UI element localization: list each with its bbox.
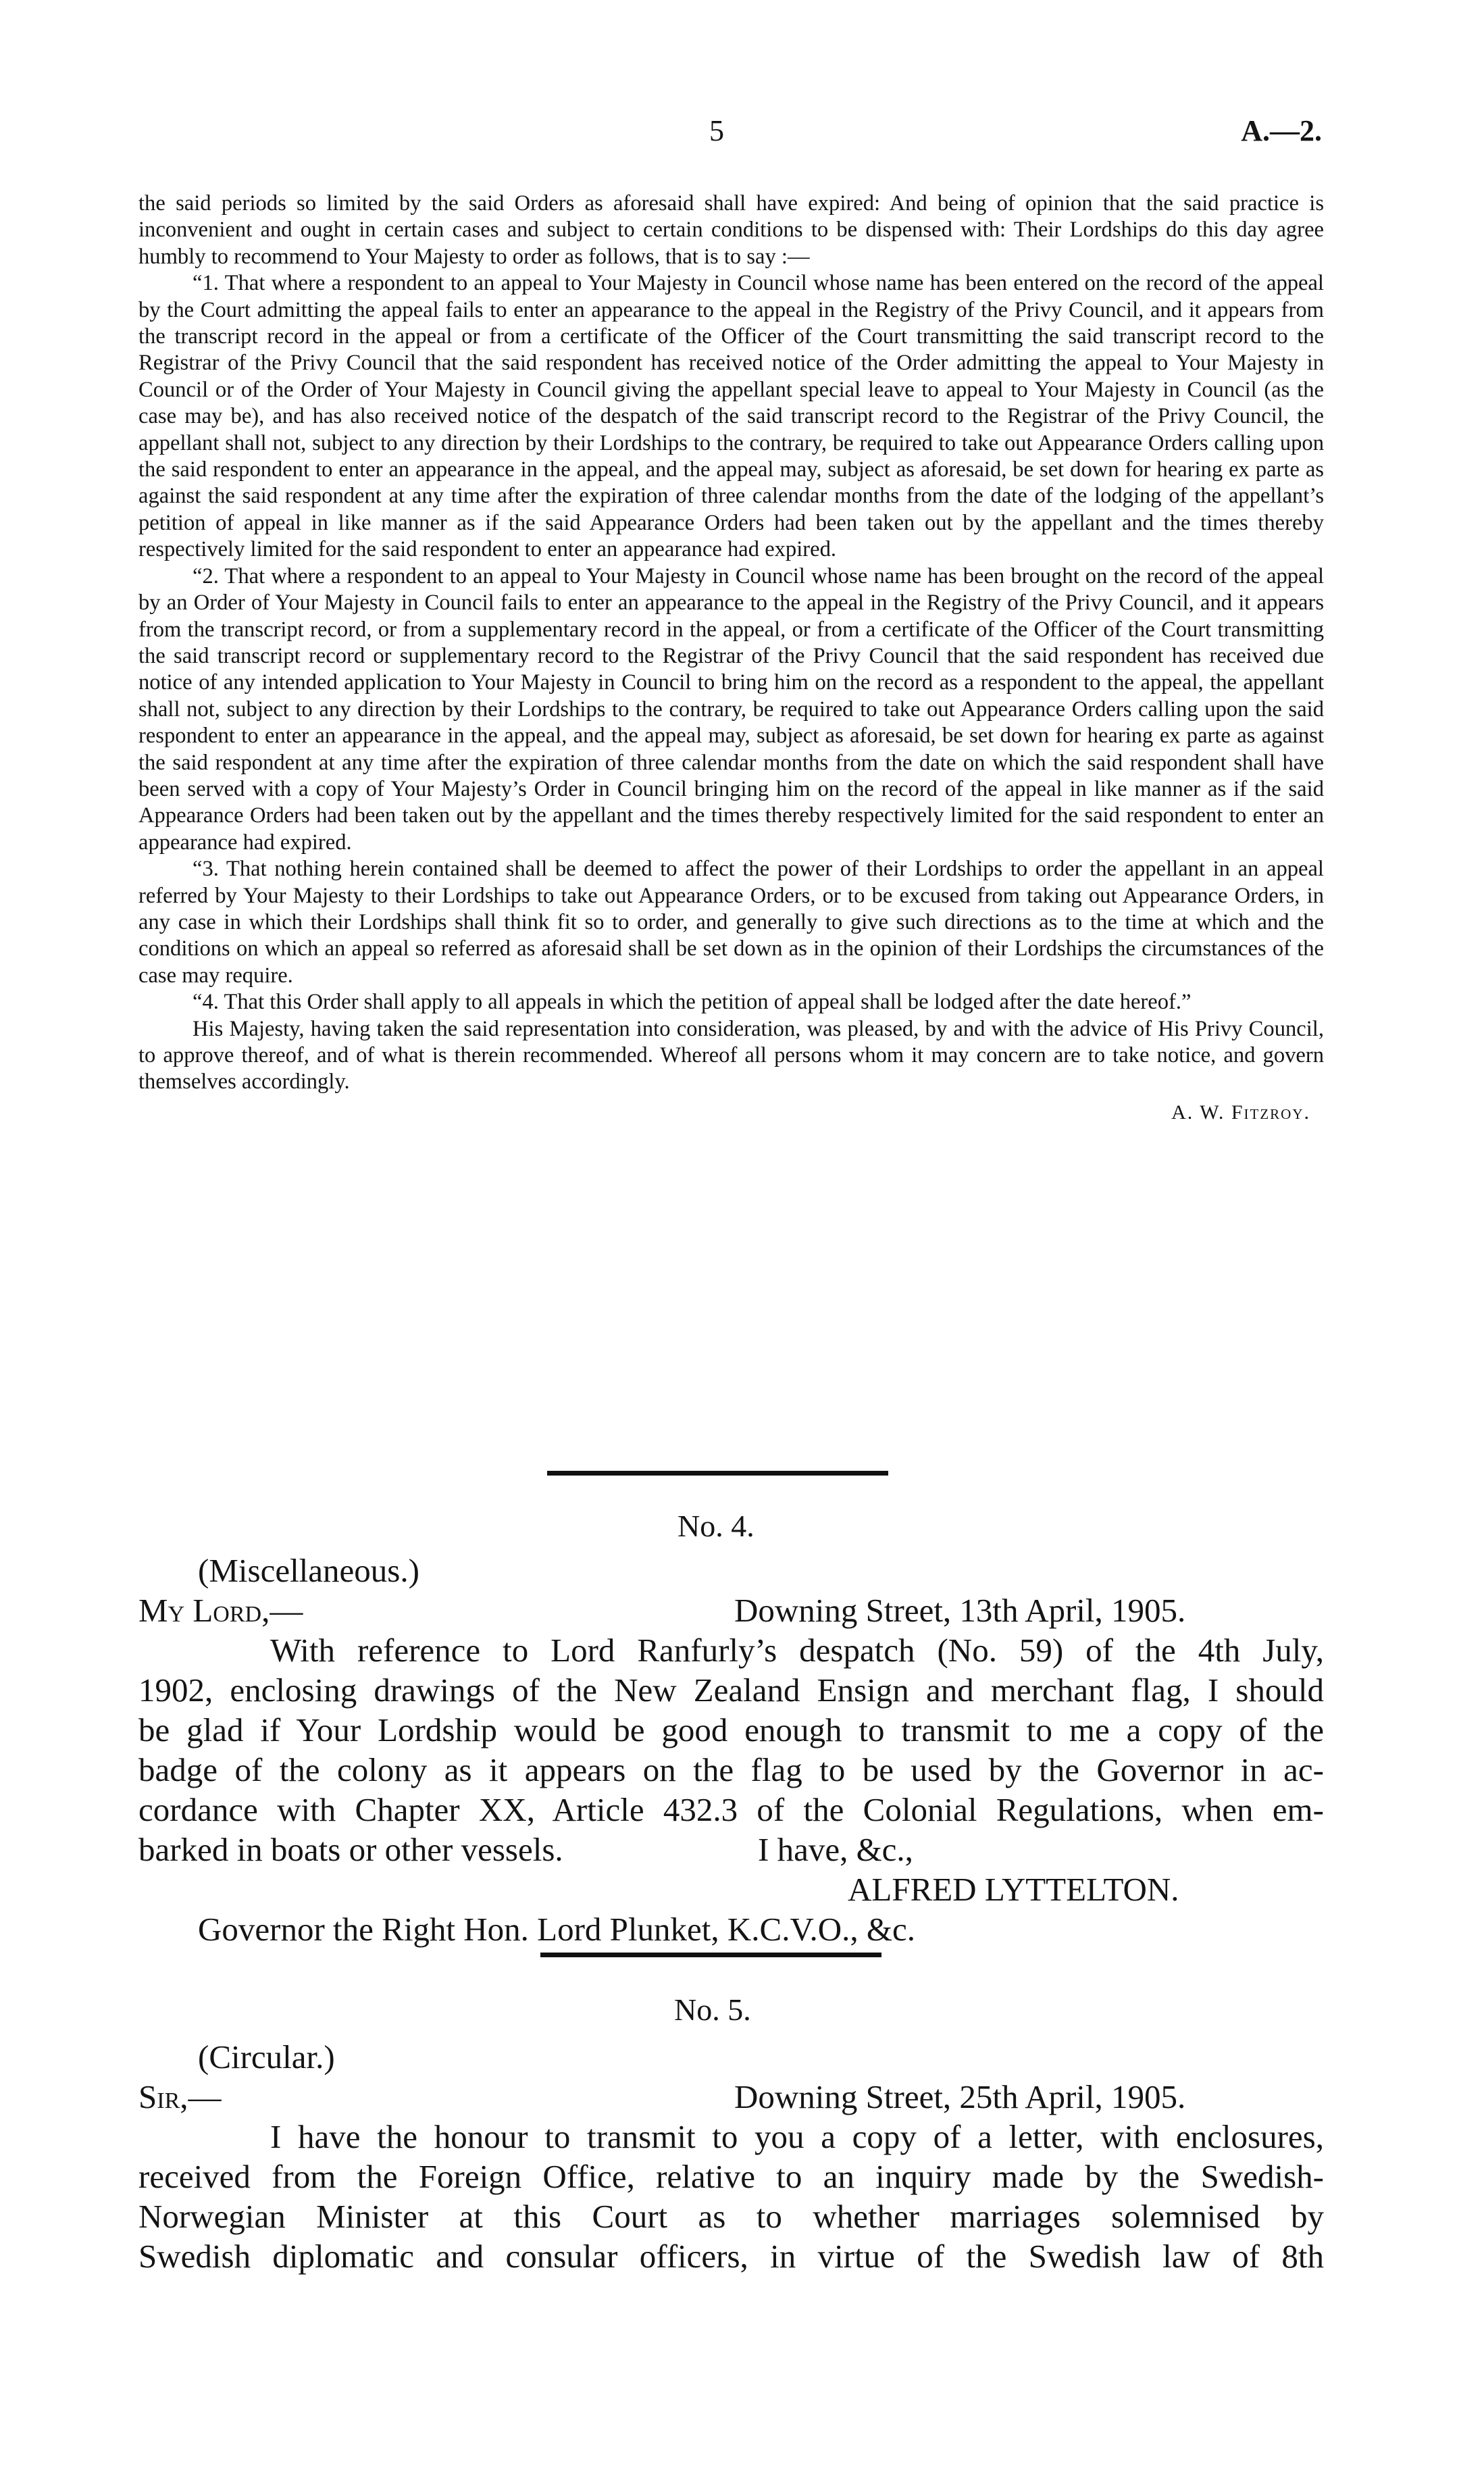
signatory-line bbox=[138, 1869, 1324, 1909]
body-line-1: With reference to Lord Ranfurly’s despatch (No. 59) of the 4th July, bbox=[270, 1632, 1324, 1669]
body-line-4: badge of the colony as it appears on the flag to be used by the Governor in ac- bbox=[138, 1751, 1324, 1788]
paragraph-clause-2: “2. That where a respondent to an appeal to Your Majesty in Council whose name has been brought on the record of the appeal by an Order of Your Majesty in Council fails to enter an appearance to the appeal in the Registry of the Privy Council, and it appears from the transcript record, or from a supplementary record in the appeal, or from a certificate of the Officer of the Court transmitting the said transcript record or supplementary record to the Registrar of the Privy Council that the said respondent has received due notice of any intended application to Your Majesty in Council to bring him on the record as a respondent to the appeal, the appellant shall not, subject to any direction by their Lordships to the contrary, be required to take out Appearance Orders calling upon the said respondent to enter an appearance in the appeal, and the appeal may, subject as aforesaid, be set down for hearing ex parte as against the said respondent at any time after the expiration of three calendar months from the date on which the said respondent shall have been served with a copy of Your Majesty’s Order in Council bringing him on the record of the appeal in like manner as if the said Appearance Orders had been taken out by the appellant and the times thereby respectively limited for the said respondent to enter an appearance had expired. bbox=[138, 563, 1324, 855]
category: (Circular.) bbox=[198, 2038, 335, 2075]
dateline: Downing Street, 25th April, 1905. bbox=[734, 2078, 1186, 2115]
body-final-text: barked in boats or other vessels. bbox=[138, 1831, 563, 1868]
signatory-lyttelton: ALFRED LYTTELTON. bbox=[848, 1871, 1179, 1908]
body-line-2: received from the Foreign Office, relative to an inquiry made by the Swedish- bbox=[138, 2158, 1324, 2195]
salutation-line bbox=[138, 2077, 1324, 2117]
paragraph-clause-1: “1. That where a respondent to an appeal to Your Majesty in Council whose name has been entered on the record of the appeal by the Court admitting the appeal fails to enter an appearance to the appeal in the Registry of the Privy Council, and it appears from the transcript record in the appeal or from a certificate of the Officer of the Court transmitting the said transcript record to the Registrar of the Privy Council that the said respondent has received notice of the Order admitting the appeal to Your Majesty in Council or of the Order of Your Majesty in Council giving the appellant special leave to appeal to Your Majesty in Council (as the case may be), and has also received notice of the despatch of the said transcript record to the Registrar of the Privy Council, the appellant shall not, subject to any direction by their Lordships to the contrary, be required to take out Appearance Orders calling upon the said respondent to enter an appearance in the appeal, and the appeal may, subject as aforesaid, be set down for hearing ex parte as against the said respondent at any time after the expiration of three calendar months from the date of the lodging of the appellant’s petition of appeal in like manner as if the said Appearance Orders had been taken out by the appellant and the times thereby respectively limited for the said respondent to enter an appearance had expired. bbox=[138, 271, 1324, 562]
category-line bbox=[138, 1551, 1324, 1590]
dateline: Downing Street, 13th April, 1905. bbox=[734, 1592, 1186, 1629]
document-reference: A.—2. bbox=[1241, 114, 1322, 147]
paragraph-intro: the said periods so limited by the said Orders as aforesaid shall have expired: And being of opinion that the said practice is inconvenient and ought in certain cases and subject to certain conditions to be dispensed with: Their Lordships do this day agree humbly to recommend to Your Majesty to order as follows, that is to say :— bbox=[138, 191, 1324, 269]
section-divider bbox=[547, 1471, 888, 1476]
body-line-4: Swedish diplomatic and consular officers, in virtue of the Swedish law of 8th bbox=[138, 2238, 1324, 2275]
addressee: Governor the Right Hon. Lord Plunket, K.C.V.O., &c. bbox=[198, 1911, 916, 1948]
heading-no-5: No. 5. bbox=[674, 1992, 751, 2027]
category: (Miscellaneous.) bbox=[198, 1552, 419, 1589]
salutation-line bbox=[138, 1590, 1324, 1630]
order-in-council-continuation bbox=[138, 191, 1324, 1124]
body-line-1: I have the honour to transmit to you a copy of a letter, with enclosures, bbox=[270, 2118, 1324, 2155]
salutation: Sir,— bbox=[138, 2078, 222, 2115]
addressee-line bbox=[138, 1909, 1324, 1949]
letter-no-5 bbox=[138, 2037, 1324, 2276]
letter-no-4 bbox=[138, 1551, 1324, 1949]
body-line-6 bbox=[138, 1830, 1324, 1869]
body-line-5: cordance with Chapter XX, Article 432.3 of the Colonial Regulations, when em- bbox=[138, 1791, 1324, 1828]
salutation: My Lord,— bbox=[138, 1592, 303, 1629]
body-line-3: Norwegian Minister at this Court as to whether marriages solemnised by bbox=[138, 2198, 1324, 2235]
body-line-2: 1902, enclosing drawings of the New Zealand Ensign and merchant flag, I should bbox=[138, 1671, 1324, 1709]
paragraph-approval: His Majesty, having taken the said representation into consideration, was pleased, by and with the advice of His Privy Council, to approve thereof, and of what is therein recommended. Whereof all persons whom it may concern are to take notice, and govern themselves accordingly. bbox=[138, 1016, 1324, 1094]
paragraph-clause-4: “4. That this Order shall apply to all appeals in which the petition of appeal shall be lodged after the date hereof.” bbox=[193, 990, 1192, 1015]
section-divider bbox=[540, 1953, 881, 1957]
closing: I have, &c., bbox=[758, 1831, 913, 1868]
page-number: 5 bbox=[709, 114, 724, 147]
category-line bbox=[138, 2037, 1324, 2077]
heading-no-4: No. 4. bbox=[677, 1509, 754, 1543]
signatory-fitzroy: A. W. Fitzroy. bbox=[1171, 1101, 1310, 1124]
paragraph-clause-3: “3. That nothing herein contained shall be deemed to affect the power of their Lordships to order the appellant in an appeal referred by Your Majesty to their Lordships to take out Appearance Orders, or to be excused from taking out Appearance Orders, in any case in which their Lordships shall think fit so to order, and generally to give such directions as to the time at which and the conditions on which an appeal so referred as aforesaid shall be set down as in the opinion of their Lordships the circumstances of the case may require. bbox=[138, 857, 1324, 988]
page-header bbox=[0, 114, 1484, 168]
body-line-3: be glad if Your Lordship would be good enough to transmit to me a copy of the bbox=[138, 1711, 1324, 1748]
